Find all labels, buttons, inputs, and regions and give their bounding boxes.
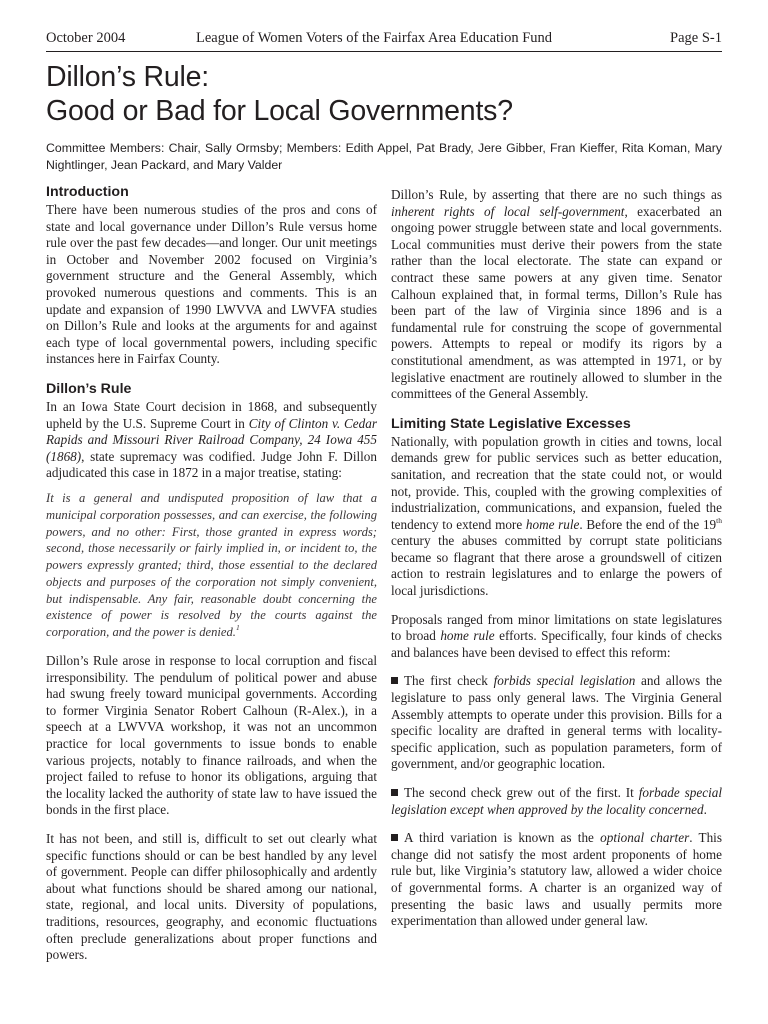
text-run: Nationally, with population growth in cities and towns, local demands grew for public services such as better education, sanitation, and recreation that the state could not, or would not, provide. This, coupled with the growing complexities of industrialization, communications, and expansion, fueled the tendency to extend more	[391, 433, 722, 532]
text-run: The second check grew out of the first. It	[404, 785, 639, 800]
footnote-marker: 1	[235, 623, 240, 633]
dillons-rule-heading: Dillon’s Rule	[46, 380, 132, 397]
text-run: In an Iowa State Court decision in 1868, and subsequently upheld by the U.S. Supreme Court in	[46, 398, 377, 431]
limiting-heading: Limiting State Legislative Excesses	[391, 415, 631, 432]
right-column	[391, 183, 722, 942]
text-run: . This change did not satisfy the most ardent proponents of home rule but, like Virginia’s statutory law, allowed a wider choice of governmental forms. A charter is an organized way of presenting the basic laws and usually permits more experimentation than allowed under general law.	[391, 830, 722, 929]
text-run: , state supremacy was codified. Judge John F. Dillon adjudicated this case in 1872 in a major treatise, stating:	[46, 448, 377, 481]
superscript: th	[716, 515, 722, 525]
check-item-2	[391, 785, 722, 818]
text-run: .	[703, 801, 707, 817]
page-title	[46, 60, 736, 128]
text-run: and allows the legislature to pass only general laws. The Virginia General Assembly attempts to operate under this provision. Bills for a specific locality are drafted in general terms with locality-specific application, such as population parameters, form of government, and/or geographic location.	[391, 673, 722, 772]
case-citation: City of Clinton v. Cedar Rapids and Missouri River Railroad Company, 24 Iowa 455 (1868)	[46, 415, 377, 464]
left-column	[46, 183, 377, 976]
issue-date: October 2004	[46, 30, 126, 46]
text-run: , exacerbated an ongoing power struggle between state and local governments. Local communities must derive their powers from the state rather than the local electorate. The state can expand or contract these same powers at any given time. Senator Calhoun explained that, in formal terms, Dillon’s Rule has been part of the law of Virginia since 1896 and is a fundamental rule for construing the scope of governmental powers. Attempts to repeal or modify its rigors by a constitutional amendment, as was attempted in 1971, or by legislative enactment are routinely allowed to slumber in the committees of the General Assembly.	[391, 203, 722, 402]
emphasis-text: optional charter	[600, 830, 690, 846]
limiting-paragraph-1	[391, 434, 722, 600]
header-divider	[46, 51, 722, 52]
dillons-rule-paragraph-1	[46, 399, 377, 482]
continuation-paragraph	[391, 187, 722, 403]
title-line-1: Dillon’s Rule:	[46, 61, 209, 93]
emphasis-text: forbade special legislation except when approved by the locality concerned	[391, 785, 722, 817]
square-bullet-icon	[391, 834, 398, 841]
title-line-2: Good or Bad for Local Governments?	[46, 95, 513, 127]
check-item-1	[391, 673, 722, 773]
text-run: Proposals ranged from minor limitations on state legislatures to broad	[391, 611, 722, 644]
limiting-paragraph-2	[391, 612, 722, 662]
square-bullet-icon	[391, 677, 398, 684]
page-number: Page S-1	[670, 30, 722, 46]
dillons-rule-paragraph-2: Dillon’s Rule arose in response to local corruption and fiscal irresponsibility. The pendulum of political power and abuse had swung freely toward municipal governments. According to former Virginia Senator Robert Calhoun (R-Alex.), in a speech at a LWVVA workshop, it was not an uncommon practice for local governments to issue bonds to enable various projects, notably to finance railroads, and when the project failed to refuse to honor its obligations, arguing that the locality lacked the authority of state law to have issued the bonds in the first place.	[46, 653, 377, 818]
square-bullet-icon	[391, 789, 398, 796]
dillon-quote	[46, 490, 377, 641]
text-run: . Before the end of the 19	[579, 516, 717, 532]
emphasis-text: home rule	[525, 516, 580, 532]
text-run: The first check	[404, 673, 494, 689]
check-item-3	[391, 830, 722, 930]
quote-text: It is a general and undisputed proposition of law that a municipal corporation possesses, and can exercise, the following powers, and no other: First, those granted in express words; second, those necessarily or fairly implied in, or incident to, the powers expressly granted; third, those essential to the declared objects and purposes of the corporation not simply convenient, but indispensable. Any fair, reasonable doubt concerning the existence of power is resolved by the courts against the corporation, and the power is denied.	[46, 490, 377, 640]
emphasis-text: forbids special legislation	[493, 673, 636, 689]
organization-name: League of Women Voters of the Fairfax Area Education Fund	[196, 30, 553, 46]
page-header	[46, 30, 722, 50]
emphasis-text: home rule	[440, 628, 495, 644]
text-run: century the abuses committed by corrupt state politicians became so flagrant that there arose a groundswell of citizen action to restrain legislatures and to enlarge the powers of local jurisdictions.	[391, 533, 722, 599]
introduction-paragraph: There have been numerous studies of the pros and cons of state and local governance under Dillon’s Rule versus home rule over the past few decades—and longer. Our unit meetings in October and November 2002 focused on Virginia’s government structure and the General Assembly, which provoked numerous questions and comments. This is an update and expansion of 1990 LWVVA and LWVFA studies on Dillon’s Rule and looks at the arguments for and against each type of local governmental powers, including specific instances here in Fairfax County.	[46, 202, 377, 367]
introduction-heading: Introduction	[46, 184, 129, 200]
text-run: Dillon’s Rule, by asserting that there are no such things as	[391, 187, 722, 202]
committee-members: Committee Members: Chair, Sally Ormsby; Members: Edith Appel, Pat Brady, Jere Gibber, Fran Kieffer, Rita Koman, Mary Nightlinger, Jean Packard, and Mary Valder	[46, 141, 722, 172]
emphasis-text: inherent rights of local self-government	[391, 203, 625, 219]
text-run: efforts. Specifically, four kinds of checks and balances have been devised to effect this reform:	[391, 628, 723, 660]
dillons-rule-paragraph-3: It has not been, and still is, difficult to set out clearly what specific functions should or can be best handled by any level of government. People can differ philosophically and ardently about what functions should be shared among our national, state, regional, and local units. Diversity of populations, traditions, resources, geography, and economic fluctuations often preclude generalizations about proper functions and powers.	[46, 831, 377, 963]
text-run: A third variation is known as the	[404, 830, 601, 846]
